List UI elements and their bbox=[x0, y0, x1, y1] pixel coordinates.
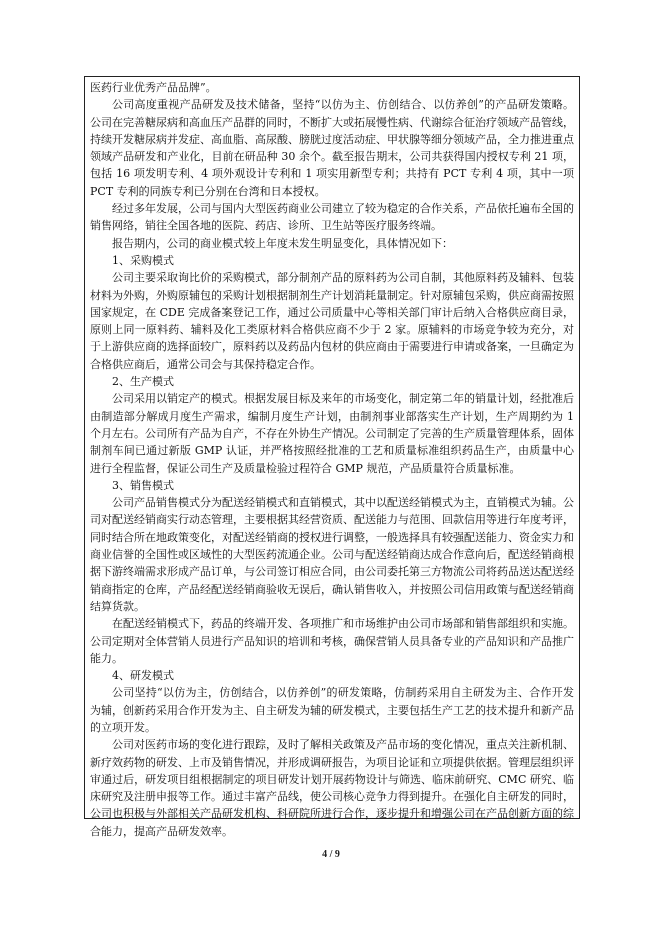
paragraph: 报告期内，公司的商业模式较上年度未发生明显变化，具体情况如下： bbox=[112, 236, 453, 250]
paragraph: 公司坚持“以仿为主，仿创结合，以仿养创”的研发策略，仿制药采用自主研发为主、合作开发为辅，创新药采用合作开发为主、自主研发为辅的研发模式，主要包括生产工艺的技术提升和新产品的立项开发。 bbox=[90, 686, 574, 734]
content-frame bbox=[84, 76, 580, 838]
section-heading: 3、销售模式 bbox=[112, 478, 174, 492]
paragraph: 公司对医药市场的变化进行跟踪，及时了解相关政策及产品市场的变化情况，重点关注新机制、新疗效药物的研发、上市及销售情况，并形成调研报告，为项目论证和立项提供依据。管理层组织评审通过后，研发项目组根据制定的项目研发计划开展药物设计与筛选、临床前研究、CMC 研究、临床研究及注册申报等工作。通过丰富产品线，使公司核心竞争力得到提升。在强化自主研发的同时，公司也积极与外部相关产品研发机构、科研院所进行合作，逐步提升和增强公司在产品创新方面的综合能力，提高产品研发效率。 bbox=[90, 738, 574, 838]
section-heading: 4、研发模式 bbox=[112, 669, 174, 683]
page-number: 4 / 9 bbox=[322, 849, 340, 860]
paragraph: 经过多年发展，公司与国内大型医药商业公司建立了较为稳定的合作关系，产品依托遍布全国的销售网络，销往全国各地的医院、药店、诊所、卫生站等医疗服务终端。 bbox=[90, 202, 574, 233]
section-heading: 2、生产模式 bbox=[112, 375, 174, 389]
paragraph: 公司采用以销定产的模式。根据发展目标及来年的市场变化，制定第二年的销量计划，经批准后由制造部分解成月度生产需求，编制月度生产计划，由制剂事业部落实生产计划，生产周期约为 1 个月左右。公司所有产品为自产，不存在外协生产情况。公司制定了完善的生产质量管理体系，固体制剂车间已通过新版 GMP 认证，并严格按照经批准的工艺和质量标准组织药品生产，由质量中心进行全程监督，保证公司生产及质量检验过程符合 GMP 规范，产品质量符合质量标准。 bbox=[90, 392, 574, 475]
paragraph: 公司高度重视产品研发及技术储备，坚持“以仿为主、仿创结合、以仿养创”的产品研发策略。公司在完善糖尿病和高血压产品群的同时，不断扩大或拓展慢性病、代谢综合征治疗领域产品管线，持续开发糖尿病并发症、高血脂、高尿酸、膀胱过度活动症、甲状腺等细分领域产品，全力推进重点领域产品研发和产业化，目前在研品种 30 余个。截至报告期末，公司共获得国内授权专利 21 项，包括 16 项发明专利、4 项外观设计专利和 1 项实用新型专利；共持有 PCT 专利 4 项，其中一项 PCT 专利的同族专利已分别在台湾和日本授权。 bbox=[90, 98, 574, 198]
paragraph: 医药行业优秀产品品牌”。 bbox=[90, 81, 217, 94]
paragraph: 在配送经销模式下，药品的终端开发、各项推广和市场维护由公司市场部和销售部组织和实施。公司定期对全体营销人员进行产品知识的培训和考核，确保营销人员具备专业的产品知识和产品推广能力。 bbox=[90, 617, 574, 665]
section-heading: 1、采购模式 bbox=[112, 253, 174, 267]
paragraph: 公司主要采取询比价的采购模式，部分制剂产品的原料药为公司自制，其他原料药及辅料、包装材料为外购，外购原辅包的采购计划根据制剂生产计划消耗量制定。针对原辅包采购，供应商需按照国家规定，在 CDE 完成备案登记工作，通过公司质量中心等相关部门审计后纳入合格供应商目录，原则上同一原料药、辅料及化工类原材料合格供应商不少于 2 家。原辅料的市场竞争较为充分，对于上游供应商的选择面较广，原料药以及药品内包材的供应商由于需要进行申请或备案，一旦确定为合格供应商后，通常公司会与其保持稳定合作。 bbox=[90, 271, 574, 371]
paragraph: 公司产品销售模式分为配送经销模式和直销模式，其中以配送经销模式为主，直销模式为辅。公司对配送经销商实行动态管理，主要根据其经营资质、配送能力与范围、回款信用等进行年度考评，同时结合所在地政策变化，对配送经销商的授权进行调整，一般选择具有较强配送能力、资金实力和商业信誉的全国性或区域性的大型医药流通企业。公司与配送经销商达成合作意向后，配送经销商根据下游终端需求形成产品订单，与公司签订相应合同，由公司委托第三方物流公司将药品送达配送经销商指定的仓库，产品经配送经销商验收无误后，确认销售收入，并按照公司信用政策与配送经销商结算货款。 bbox=[90, 496, 574, 613]
